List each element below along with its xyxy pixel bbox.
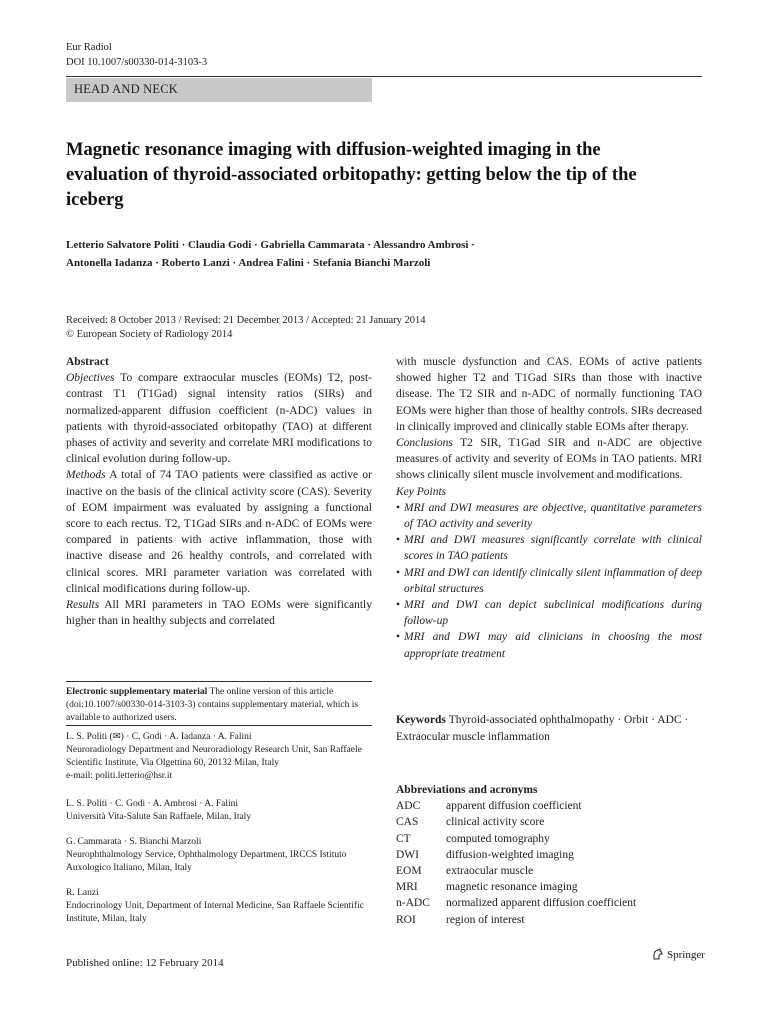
key-point-text: MRI and DWI measures are objective, quantitative parameters of TAO activity and severity xyxy=(404,501,702,531)
keywords-block xyxy=(396,712,702,745)
publisher-logo xyxy=(651,948,705,961)
abbreviation-definition: magnetic resonance imaging xyxy=(446,881,578,894)
article-doi: DOI 10.1007/s00330-014-3103-3 xyxy=(66,57,208,68)
esm-label: Electronic supplementary material xyxy=(66,687,208,697)
abbreviation-term: ROI xyxy=(396,913,416,926)
key-point-text: MRI and DWI can depict subclinical modifications during follow-up xyxy=(404,599,702,628)
abbreviation-row xyxy=(396,879,636,895)
article-title: Magnetic resonance imaging with diffusion-weighted imaging in the evaluation of thyroid-associated orbitopathy: getting below the tip of the iceberg xyxy=(66,140,637,210)
affiliation-address: Università Vita-Salute San Raffaele, Milan, Italy xyxy=(66,812,252,822)
bullet-icon: • xyxy=(396,631,401,644)
abbreviation-row xyxy=(396,863,636,879)
affiliations-rule xyxy=(66,725,372,726)
conclusions-label: Conclusions xyxy=(396,437,453,450)
affiliation-4 xyxy=(66,887,372,926)
journal-header xyxy=(66,40,207,70)
key-points-list xyxy=(396,500,702,662)
article-history xyxy=(66,314,686,342)
bullet-icon: • xyxy=(396,566,401,579)
abstract-conclusions xyxy=(396,435,702,484)
affiliation-2 xyxy=(66,798,372,824)
abbreviation-row xyxy=(396,895,636,911)
affiliation-names: R. Lanzi xyxy=(66,888,99,898)
abbreviation-definition: computed tomography xyxy=(446,832,550,845)
objectives-label: Objectives xyxy=(66,372,115,385)
publisher-name: Springer xyxy=(667,948,705,961)
key-point xyxy=(396,565,702,597)
key-point-text: MRI and DWI can identify clinically silent inflammation of deep orbital structures xyxy=(404,566,702,595)
abstract-objectives xyxy=(66,370,372,467)
key-point xyxy=(396,629,702,661)
header-rule xyxy=(66,76,702,77)
abstract-methods xyxy=(66,467,372,597)
esm-rule xyxy=(66,681,372,682)
key-point xyxy=(396,597,702,629)
results-text-part-1: All MRI parameters in TAO EOMs were significantly higher than in healthy subjects and correlated xyxy=(66,599,372,628)
author-list xyxy=(66,236,686,272)
abbreviation-definition: extraocular muscle xyxy=(446,865,534,878)
abstract-left-column xyxy=(66,354,372,629)
corresponding-email: e-mail: politi.letterio@hsr.it xyxy=(66,771,173,781)
methods-text: A total of 74 TAO patients were classified as active or inactive on the basis of the clinical activity score (CAS). Severity of EOM impairment was evaluated by assigning a functional score to each rectus. T2, T1Gad SIRs and n-ADC of EOMs were compared in patients with active inflammation, those with inactive disease and 26 healthy controls, and correlated with clinical scores. MRI parameter variation was correlated with clinical modifications during follow-up. xyxy=(66,469,372,595)
abbreviation-definition: normalized apparent diffusion coefficient xyxy=(446,897,637,910)
abstract-heading: Abstract xyxy=(66,356,109,368)
abbreviations-table xyxy=(396,798,636,928)
keywords-text: Thyroid-associated ophthalmopathy · Orbit · ADC · Extraocular muscle inflammation xyxy=(396,714,689,743)
abstract-results xyxy=(66,597,372,629)
key-point-text: MRI and DWI measures significantly correlate with clinical scores in TAO patients xyxy=(404,534,702,563)
abbreviations-block xyxy=(396,782,702,928)
abbreviation-term: CAS xyxy=(396,816,419,829)
author-line-1: Letterio Salvatore Politi · Claudia Godi · Gabriella Cammarata · Alessandro Ambrosi · xyxy=(66,239,475,251)
abbreviation-definition: clinical activity score xyxy=(446,816,545,829)
abbreviation-row xyxy=(396,814,636,830)
abbreviations-heading: Abbreviations and acronyms xyxy=(396,784,538,796)
results-text-part-2: with muscle dysfunction and CAS. EOMs of active patients showed higher T2 and T1Gad SIRs than those with inactive disease. The T2 SIR and n-ADC of normally functioning TAO EOMs were higher than those of healthy controls. SIRs decreased in clinically improved and clinically stable EOMs after therapy. xyxy=(396,356,702,433)
affiliation-names: G. Cammarata · S. Bianchi Marzoli xyxy=(66,837,202,847)
abbreviation-term: DWI xyxy=(396,848,419,861)
abbreviation-row xyxy=(396,831,636,847)
abbreviation-definition: apparent diffusion coefficient xyxy=(446,800,582,813)
abbreviation-term: ADC xyxy=(396,800,421,813)
keywords-label: Keywords xyxy=(396,714,446,726)
abbreviation-definition: region of interest xyxy=(446,913,525,926)
abbreviation-term: n-ADC xyxy=(396,897,430,910)
affiliation-address: Neuroradiology Department and Neuroradiology Research Unit, San Raffaele Scientific Institute, Via Olgettina 60, 20132 Milan, Italy xyxy=(66,745,362,768)
affiliation-3 xyxy=(66,836,372,875)
abbreviation-row xyxy=(396,798,636,814)
key-points-label: Key Points xyxy=(396,485,447,498)
journal-name: Eur Radiol xyxy=(66,42,112,53)
abbreviation-term: MRI xyxy=(396,881,418,894)
abbreviation-definition: diffusion-weighted imaging xyxy=(446,848,574,861)
abbreviation-term: CT xyxy=(396,832,411,845)
published-date: Published online: 12 February 2014 xyxy=(66,957,224,969)
bullet-icon: • xyxy=(396,599,401,612)
key-point xyxy=(396,532,702,564)
section-band xyxy=(66,78,372,102)
abstract-right-column xyxy=(396,354,702,662)
affiliation-1 xyxy=(66,731,372,783)
abbreviation-term: EOM xyxy=(396,865,422,878)
affiliation-address: Endocrinology Unit, Department of Internal Medicine, San Raffaele Scientific Institute, Milan, Italy xyxy=(66,901,364,924)
affiliation-names: L. S. Politi (✉) · C. Godi · A. Iadanza · A. Falini xyxy=(66,732,252,742)
esm-text: The online version of this article (doi:10.1007/s00330-014-3103-3) contains supplementary material, which is available to authorized users. xyxy=(66,687,359,723)
affiliation-names: L. S. Politi · C. Godi · A. Ambrosi · A. Falini xyxy=(66,799,239,809)
abbreviation-row xyxy=(396,847,636,863)
section-label: HEAD AND NECK xyxy=(74,82,178,96)
bullet-icon: • xyxy=(396,501,401,514)
key-point-text: MRI and DWI may aid clinicians in choosing the most appropriate treatment xyxy=(404,631,702,660)
conclusions-text: T2 SIR, T1Gad SIR and n-ADC are objective measures of activity and severity of EOMs in TAO patients. MRI shows clinically silent muscle involvement and modifications. xyxy=(396,437,702,482)
history-dates: Received: 8 October 2013 / Revised: 21 December 2013 / Accepted: 21 January 2014 xyxy=(66,315,426,326)
results-label: Results xyxy=(66,599,100,612)
objectives-text: To compare extraocular muscles (EOMs) T2, post-contrast T1 (T1Gad) signal intensity ratios (SIRs) and normalized-apparent diffusion coefficient (n-ADC) values in patients with thyroid-associated orbitopathy (TAO) at different phases of activity and severity and correlate MRI modifications to clinical evolution during follow-up. xyxy=(66,372,372,466)
author-line-2: Antonella Iadanza · Roberto Lanzi · Andrea Falini · Stefania Bianchi Marzoli xyxy=(66,257,431,269)
abbreviation-row xyxy=(396,912,636,928)
bullet-icon: • xyxy=(396,534,401,547)
key-point xyxy=(396,500,702,532)
springer-horse-icon xyxy=(651,948,664,961)
supplementary-material-note xyxy=(66,686,372,725)
copyright-line: © European Society of Radiology 2014 xyxy=(66,329,233,340)
methods-label: Methods xyxy=(66,469,106,482)
affiliation-address: Neurophthalmology Service, Ophthalmology Department, IRCCS Istituto Auxologico Italiano, Milan, Italy xyxy=(66,850,347,873)
